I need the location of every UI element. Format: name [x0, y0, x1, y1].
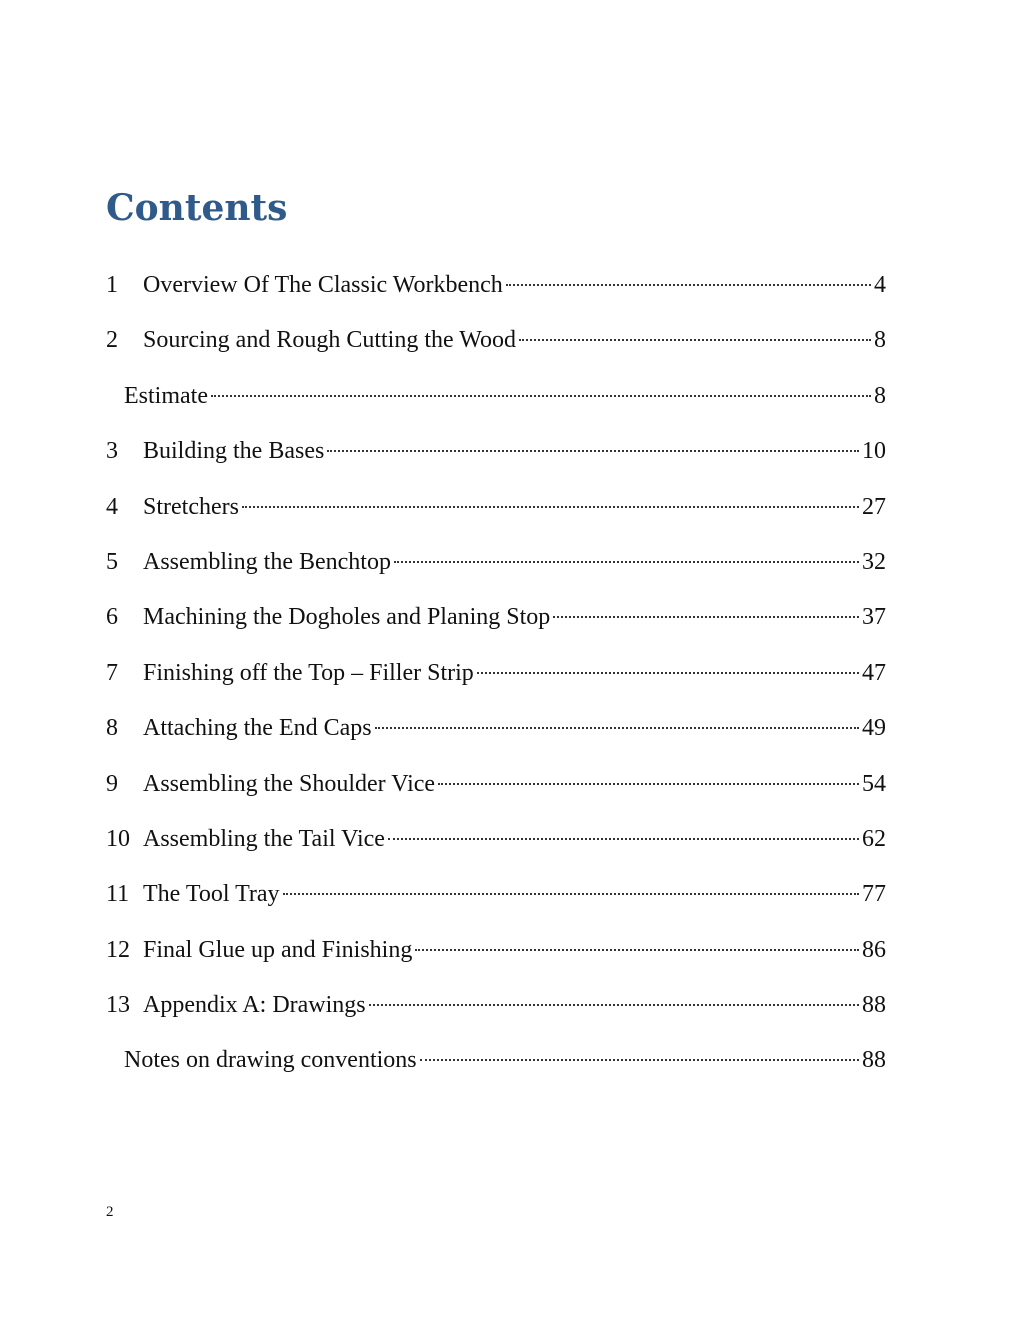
toc-entry-number: 13 — [106, 992, 130, 1019]
toc-entry-label: Assembling the Shoulder Vice — [143, 770, 436, 797]
dot-leader — [211, 395, 871, 397]
toc-entry-page: 86 — [862, 936, 886, 963]
toc-entry-label: Assembling the Tail Vice — [143, 825, 385, 852]
toc-entry-number: 4 — [106, 493, 118, 520]
toc-entry-page: 47 — [862, 659, 886, 686]
toc-entry-page: 54 — [862, 770, 886, 797]
page-number: 2 — [106, 1204, 114, 1220]
toc-entry-label: Machining the Dogholes and Planing Stop — [143, 604, 551, 631]
dot-leader — [553, 616, 859, 618]
dot-leader — [388, 838, 859, 840]
toc-entry[interactable] — [106, 652, 886, 707]
toc-entry-label: Attaching the End Caps — [143, 715, 372, 742]
dot-leader — [242, 506, 859, 508]
toc-entry-page: 10 — [862, 438, 886, 465]
toc-entry-page: 32 — [862, 548, 886, 575]
toc-entry-number: 2 — [106, 327, 118, 354]
page-title: Contents — [106, 187, 288, 229]
toc-entry-label: The Tool Tray — [143, 881, 280, 908]
toc-entry-page: 8 — [874, 327, 886, 354]
dot-leader — [283, 893, 859, 895]
toc-entry[interactable] — [106, 596, 886, 651]
toc-entry-page: 49 — [862, 715, 886, 742]
toc-entry-label: Estimate — [124, 382, 208, 409]
toc-entry-number: 6 — [106, 604, 118, 631]
toc-entry-page: 37 — [862, 604, 886, 631]
toc-entry[interactable] — [106, 818, 886, 873]
toc-entry[interactable] — [106, 707, 886, 762]
toc-entry[interactable] — [106, 929, 886, 984]
toc-entry-number: 7 — [106, 659, 118, 686]
toc-entry-page: 8 — [874, 382, 886, 409]
toc-entry-number: 11 — [106, 881, 130, 908]
toc-subentry[interactable] — [106, 1039, 886, 1094]
toc-entry-page: 88 — [862, 1047, 886, 1074]
toc-entry[interactable] — [106, 319, 886, 374]
dot-leader — [327, 450, 859, 452]
toc-entry-number: 10 — [106, 825, 130, 852]
toc-entry-number: 5 — [106, 548, 118, 575]
toc-entry-label: Appendix A: Drawings — [143, 992, 366, 1019]
toc-entry-page: 27 — [862, 493, 886, 520]
toc-entry-label: Assembling the Benchtop — [143, 548, 391, 575]
toc-entry[interactable] — [106, 541, 886, 596]
table-of-contents — [106, 264, 886, 1095]
toc-entry[interactable] — [106, 430, 886, 485]
dot-leader — [477, 672, 859, 674]
toc-entry-label: Final Glue up and Finishing — [143, 936, 413, 963]
toc-entry-page: 77 — [862, 881, 886, 908]
toc-entry-label: Sourcing and Rough Cutting the Wood — [143, 327, 516, 354]
dot-leader — [420, 1059, 859, 1061]
toc-entry-label: Building the Bases — [143, 438, 325, 465]
toc-entry-number: 12 — [106, 936, 130, 963]
toc-subentry[interactable] — [106, 375, 886, 430]
dot-leader — [438, 783, 859, 785]
toc-entry[interactable] — [106, 984, 886, 1039]
toc-entry[interactable] — [106, 763, 886, 818]
toc-entry-number: 9 — [106, 770, 118, 797]
dot-leader — [415, 949, 859, 951]
toc-entry-number: 1 — [106, 272, 118, 298]
toc-entry[interactable] — [106, 873, 886, 928]
toc-entry-page: 62 — [862, 825, 886, 852]
dot-leader — [369, 1004, 859, 1006]
toc-entry-number: 8 — [106, 715, 118, 742]
dot-leader — [506, 284, 871, 286]
toc-entry-label: Finishing off the Top – Filler Strip — [143, 659, 474, 686]
dot-leader — [519, 339, 871, 341]
toc-entry-number: 3 — [106, 438, 118, 465]
toc-entry-label: Notes on drawing conventions — [124, 1047, 417, 1074]
dot-leader — [375, 727, 859, 729]
toc-entry-label: Stretchers — [143, 493, 239, 520]
dot-leader — [394, 561, 859, 563]
toc-entry-page: 4 — [874, 272, 886, 298]
toc-entry[interactable] — [106, 264, 886, 319]
toc-entry[interactable] — [106, 486, 886, 541]
toc-entry-page: 88 — [862, 992, 886, 1019]
toc-entry-label: Overview Of The Classic Workbench — [143, 272, 503, 298]
